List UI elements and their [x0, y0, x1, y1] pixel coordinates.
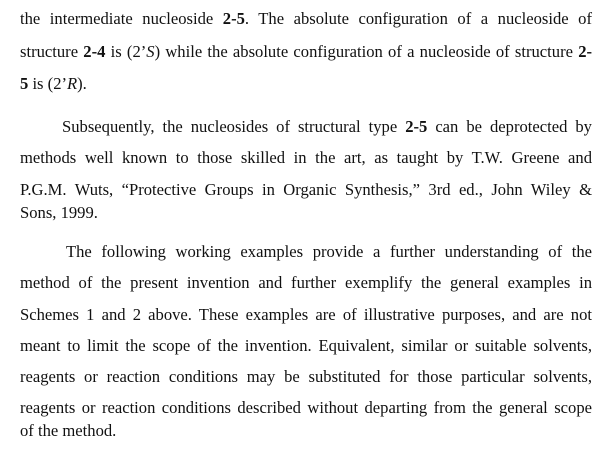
paragraph-3-line-7: of the method.: [20, 421, 117, 440]
text-run: the intermediate nucleoside: [20, 9, 223, 28]
paragraph-3-line-1: The following working examples provide a further understanding of the: [66, 242, 592, 261]
paragraph-3-line-3: Schemes 1 and 2 above. These examples are of illustrative purposes, and are not: [20, 305, 592, 324]
compound-ref: 2-5: [222, 9, 245, 28]
compound-ref: 2-: [578, 42, 593, 61]
text-run: . The absolute configuration of a nucleoside of: [244, 9, 592, 28]
paragraph-3-line-6: reagents or reaction conditions described without departing from the general scope: [20, 398, 592, 417]
compound-ref: 5: [20, 74, 29, 93]
stereo-descriptor: R: [67, 74, 78, 93]
compound-ref: 2-5: [405, 117, 428, 136]
paragraph-1-line-1: [20, 9, 592, 29]
text-run: can be deprotected by: [427, 117, 592, 136]
paragraph-2-line-3: P.G.M. Wuts, “Protective Groups in Organic Synthesis,” 3rd ed., John Wiley &: [20, 180, 592, 199]
paragraph-3-line-4: meant to limit the scope of the invention. Equivalent, similar or suitable solvents,: [20, 336, 592, 355]
paragraph-2-line-2: methods well known to those skilled in the art, as taught by T.W. Greene and: [20, 148, 592, 167]
text-run: structure: [20, 42, 84, 61]
paragraph-2-line-4: Sons, 1999.: [20, 203, 98, 222]
text-run: is (2’: [105, 42, 147, 61]
text-run: ).: [77, 74, 87, 93]
stereo-descriptor: S: [146, 42, 155, 61]
paragraph-1-line-3: [20, 74, 87, 94]
paragraph-3-line-2: method of the present invention and further exemplify the general examples in: [20, 273, 592, 292]
paragraph-2-line-1: [62, 117, 592, 137]
paragraph-3-line-5: reagents or reaction conditions may be substituted for those particular solvents,: [20, 367, 592, 386]
text-run: is (2’: [28, 74, 68, 93]
text-run: ) while the absolute configuration of a nucleoside of structure: [154, 42, 579, 61]
paragraph-1-line-2: [20, 42, 592, 62]
text-run: Subsequently, the nucleosides of structural type: [62, 117, 406, 136]
compound-ref: 2-4: [83, 42, 106, 61]
